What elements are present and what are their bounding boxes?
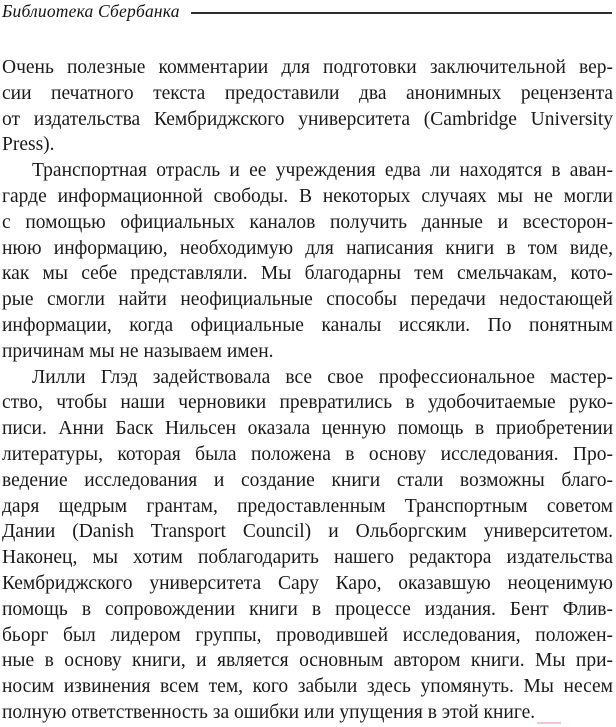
text-line: носим извинения всем тем, кого забыли здесь упомянуть. Мы несем (2, 676, 613, 698)
header-rule (191, 12, 612, 14)
page-body (2, 55, 613, 726)
text-line: гарде информационной свободы. В некоторых случаях мы не могли (2, 185, 613, 207)
text-line: писи. Анни Баск Нильсен оказала ценную помощь в приобретении (2, 418, 613, 440)
paragraph-3 (2, 365, 613, 726)
text-line: сии печатного текста предоставили два анонимных рецензента (2, 82, 613, 104)
text-line: информации, когда официальные каналы иссякли. По понятным (2, 314, 613, 336)
text-line: Кембриджского университета Сару Каро, оказавшую неоценимую (2, 572, 613, 594)
text-line: Дании (Danish Transport Council) и Ольборгским университетом. (2, 521, 613, 543)
text-line: ные в основу книги, и является основным автором книги. Мы при- (2, 650, 613, 672)
text-line: Наконец, мы хотим поблагодарить нашего редактора издательства (2, 547, 613, 569)
text-line: литературы, которая была положена в основу исследования. Про- (2, 443, 613, 465)
text-line: помощь в сопровождении книги в процессе издания. Бент Флив- (2, 598, 613, 620)
text-line: Press). (2, 134, 55, 156)
text-line: рые смогли найти неофициальные способы передачи недостающей (2, 289, 613, 311)
text-line: Транспортная отрасль и ее учреждения едва ли находятся в аван- (32, 160, 613, 182)
text-line: с помощью официальных каналов получить данные и всесторон- (2, 211, 613, 233)
paragraph-2 (2, 158, 613, 364)
paragraph-1 (2, 55, 613, 158)
text-line: нюю информацию, необходимую для написания книги в том виде, (2, 237, 613, 259)
text-line: даря щедрым грантам, предоставленным Транспортным советом (2, 495, 613, 517)
text-line: ство, чтобы наши черновики превратились в удобочитаемые руко- (2, 392, 613, 414)
text-line: причинам мы не называем имен. (2, 340, 274, 362)
text-line: Очень полезные комментарии для подготовки заключительной вер- (2, 57, 613, 78)
header-title: Библиотека Сбербанка (2, 0, 180, 21)
text-line: как мы себе представляли. Мы благодарны тем смельчакам, кото- (2, 263, 613, 285)
text-line: бьорг был лидером группы, проводившей исследования, положен- (2, 624, 613, 646)
page-header (2, 0, 612, 22)
text-line: Лилли Глэд задействовала все свое профессиональное мастер- (32, 366, 613, 388)
text-line: полную ответственность за ошибки или упущения в этой книге. (2, 701, 536, 723)
text-line: ведение исследования и создание книги стали возможны благо- (2, 469, 613, 491)
text-line: от издательства Кембриджского университета (Cambridge University (2, 108, 613, 130)
highlight-artifact (537, 722, 561, 724)
